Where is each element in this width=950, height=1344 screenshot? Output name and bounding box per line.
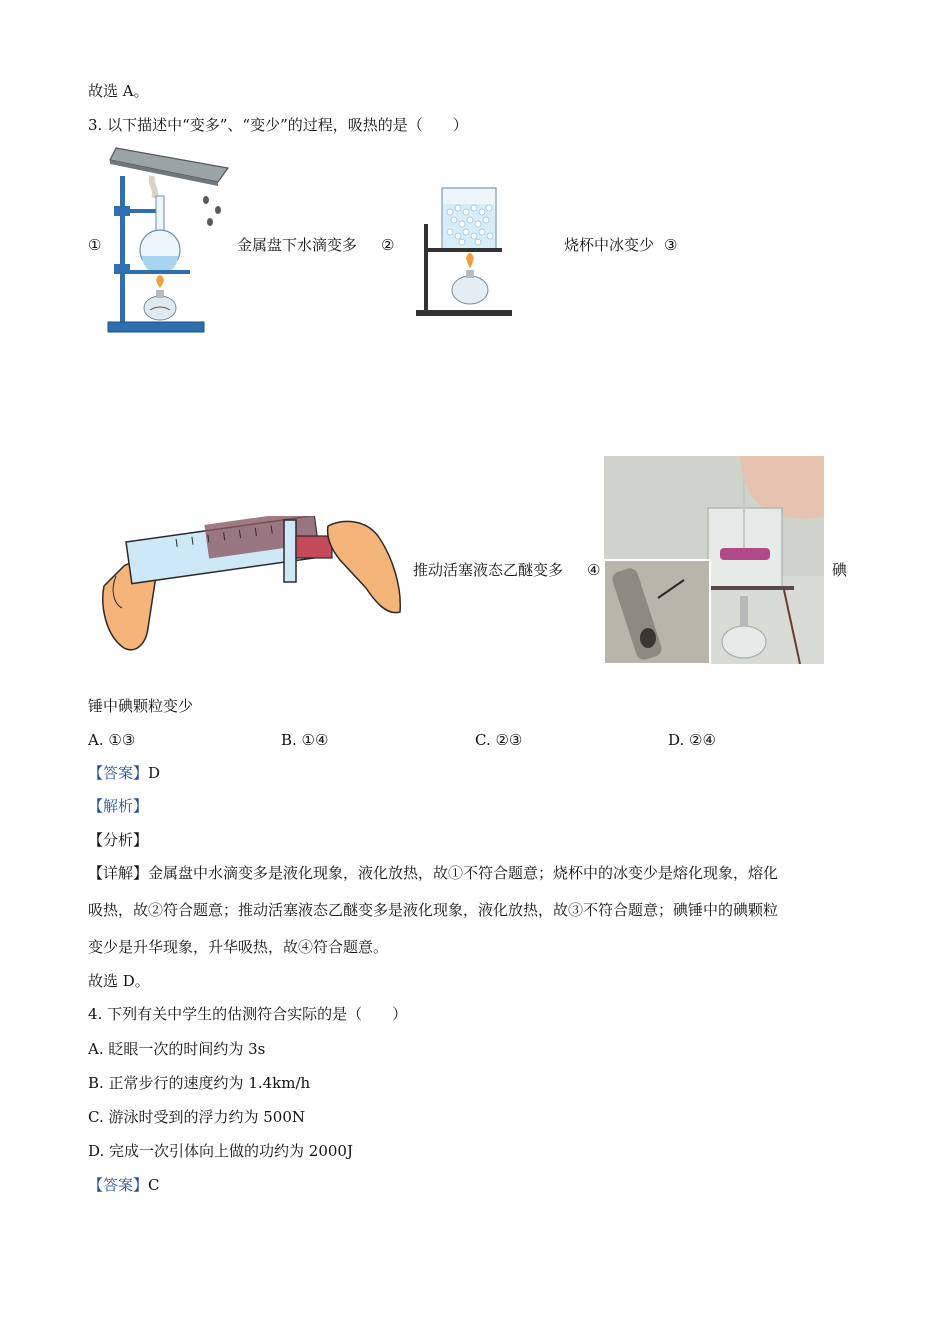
q4-option-d: D. 完成一次引体向上做的功约为 2000J bbox=[88, 1142, 353, 1160]
q3-item1-number: ① bbox=[88, 236, 102, 254]
q3-option-c: C. ②③ bbox=[475, 731, 523, 749]
answer-value: D bbox=[148, 764, 161, 782]
q3-item1-text: 金属盘下水滴变多 bbox=[237, 236, 358, 254]
previous-conclusion: 故选 A。 bbox=[88, 82, 149, 100]
q3-item4-text-a: 碘 bbox=[832, 561, 848, 579]
q3-item4-text-b: 锤中碘颗粒变少 bbox=[88, 697, 194, 715]
q4-option-b: B. 正常步行的速度约为 1.4km/h bbox=[88, 1074, 311, 1092]
beaker-ice-heating-illustration bbox=[414, 184, 518, 320]
answer-value: C bbox=[148, 1176, 160, 1194]
q3-item4-number: ④ bbox=[587, 561, 601, 579]
syringe-hands-illustration bbox=[96, 516, 406, 654]
analysis-tag: 【解析】 bbox=[88, 797, 149, 815]
q3-option-b: B. ①④ bbox=[281, 731, 329, 749]
q3-conclusion: 故选 D。 bbox=[88, 972, 150, 990]
q4-option-c: C. 游泳时受到的浮力约为 500N bbox=[88, 1108, 306, 1126]
detail-line-2: 吸热，故②符合题意；推动活塞液态乙醚变多是液化现象，液化放热，故③不符合题意；碘锤中的碘颗粒 bbox=[88, 901, 779, 919]
detail-text-1: 金属盘中水滴变多是液化现象，液化放热，故①不符合题意；烧杯中的冰变少是熔化现象，熔化 bbox=[148, 864, 779, 882]
q4-stem: 4. 下列有关中学生的估测符合实际的是（ ） bbox=[88, 1005, 408, 1023]
q3-item3-number: ③ bbox=[664, 236, 678, 254]
q3-item2-number: ② bbox=[381, 236, 395, 254]
q3-stem: 3. 以下描述中“变多”、“变少”的过程，吸热的是（ ） bbox=[88, 116, 468, 134]
iron-stand-flask-illustration bbox=[106, 146, 230, 336]
q3-item3-text: 推动活塞液态乙醚变多 bbox=[413, 561, 564, 579]
q3-option-d: D. ②④ bbox=[668, 731, 716, 749]
detail-line-1 bbox=[88, 863, 778, 883]
q3-answer bbox=[88, 763, 160, 783]
q4-answer bbox=[88, 1175, 160, 1195]
fenxi-tag: 【分析】 bbox=[88, 831, 149, 849]
q3-item2-text: 烧杯中冰变少 bbox=[564, 236, 655, 254]
iodine-hammer-photo bbox=[604, 456, 824, 664]
detail-tag: 【详解】 bbox=[88, 864, 149, 882]
answer-tag: 【答案】 bbox=[88, 1176, 149, 1194]
answer-tag: 【答案】 bbox=[88, 764, 149, 782]
q3-option-a: A. ①③ bbox=[88, 731, 136, 749]
q4-option-a: A. 眨眼一次的时间约为 3s bbox=[88, 1040, 266, 1058]
detail-line-3: 变少是升华现象，升华吸热，故④符合题意。 bbox=[88, 938, 389, 956]
